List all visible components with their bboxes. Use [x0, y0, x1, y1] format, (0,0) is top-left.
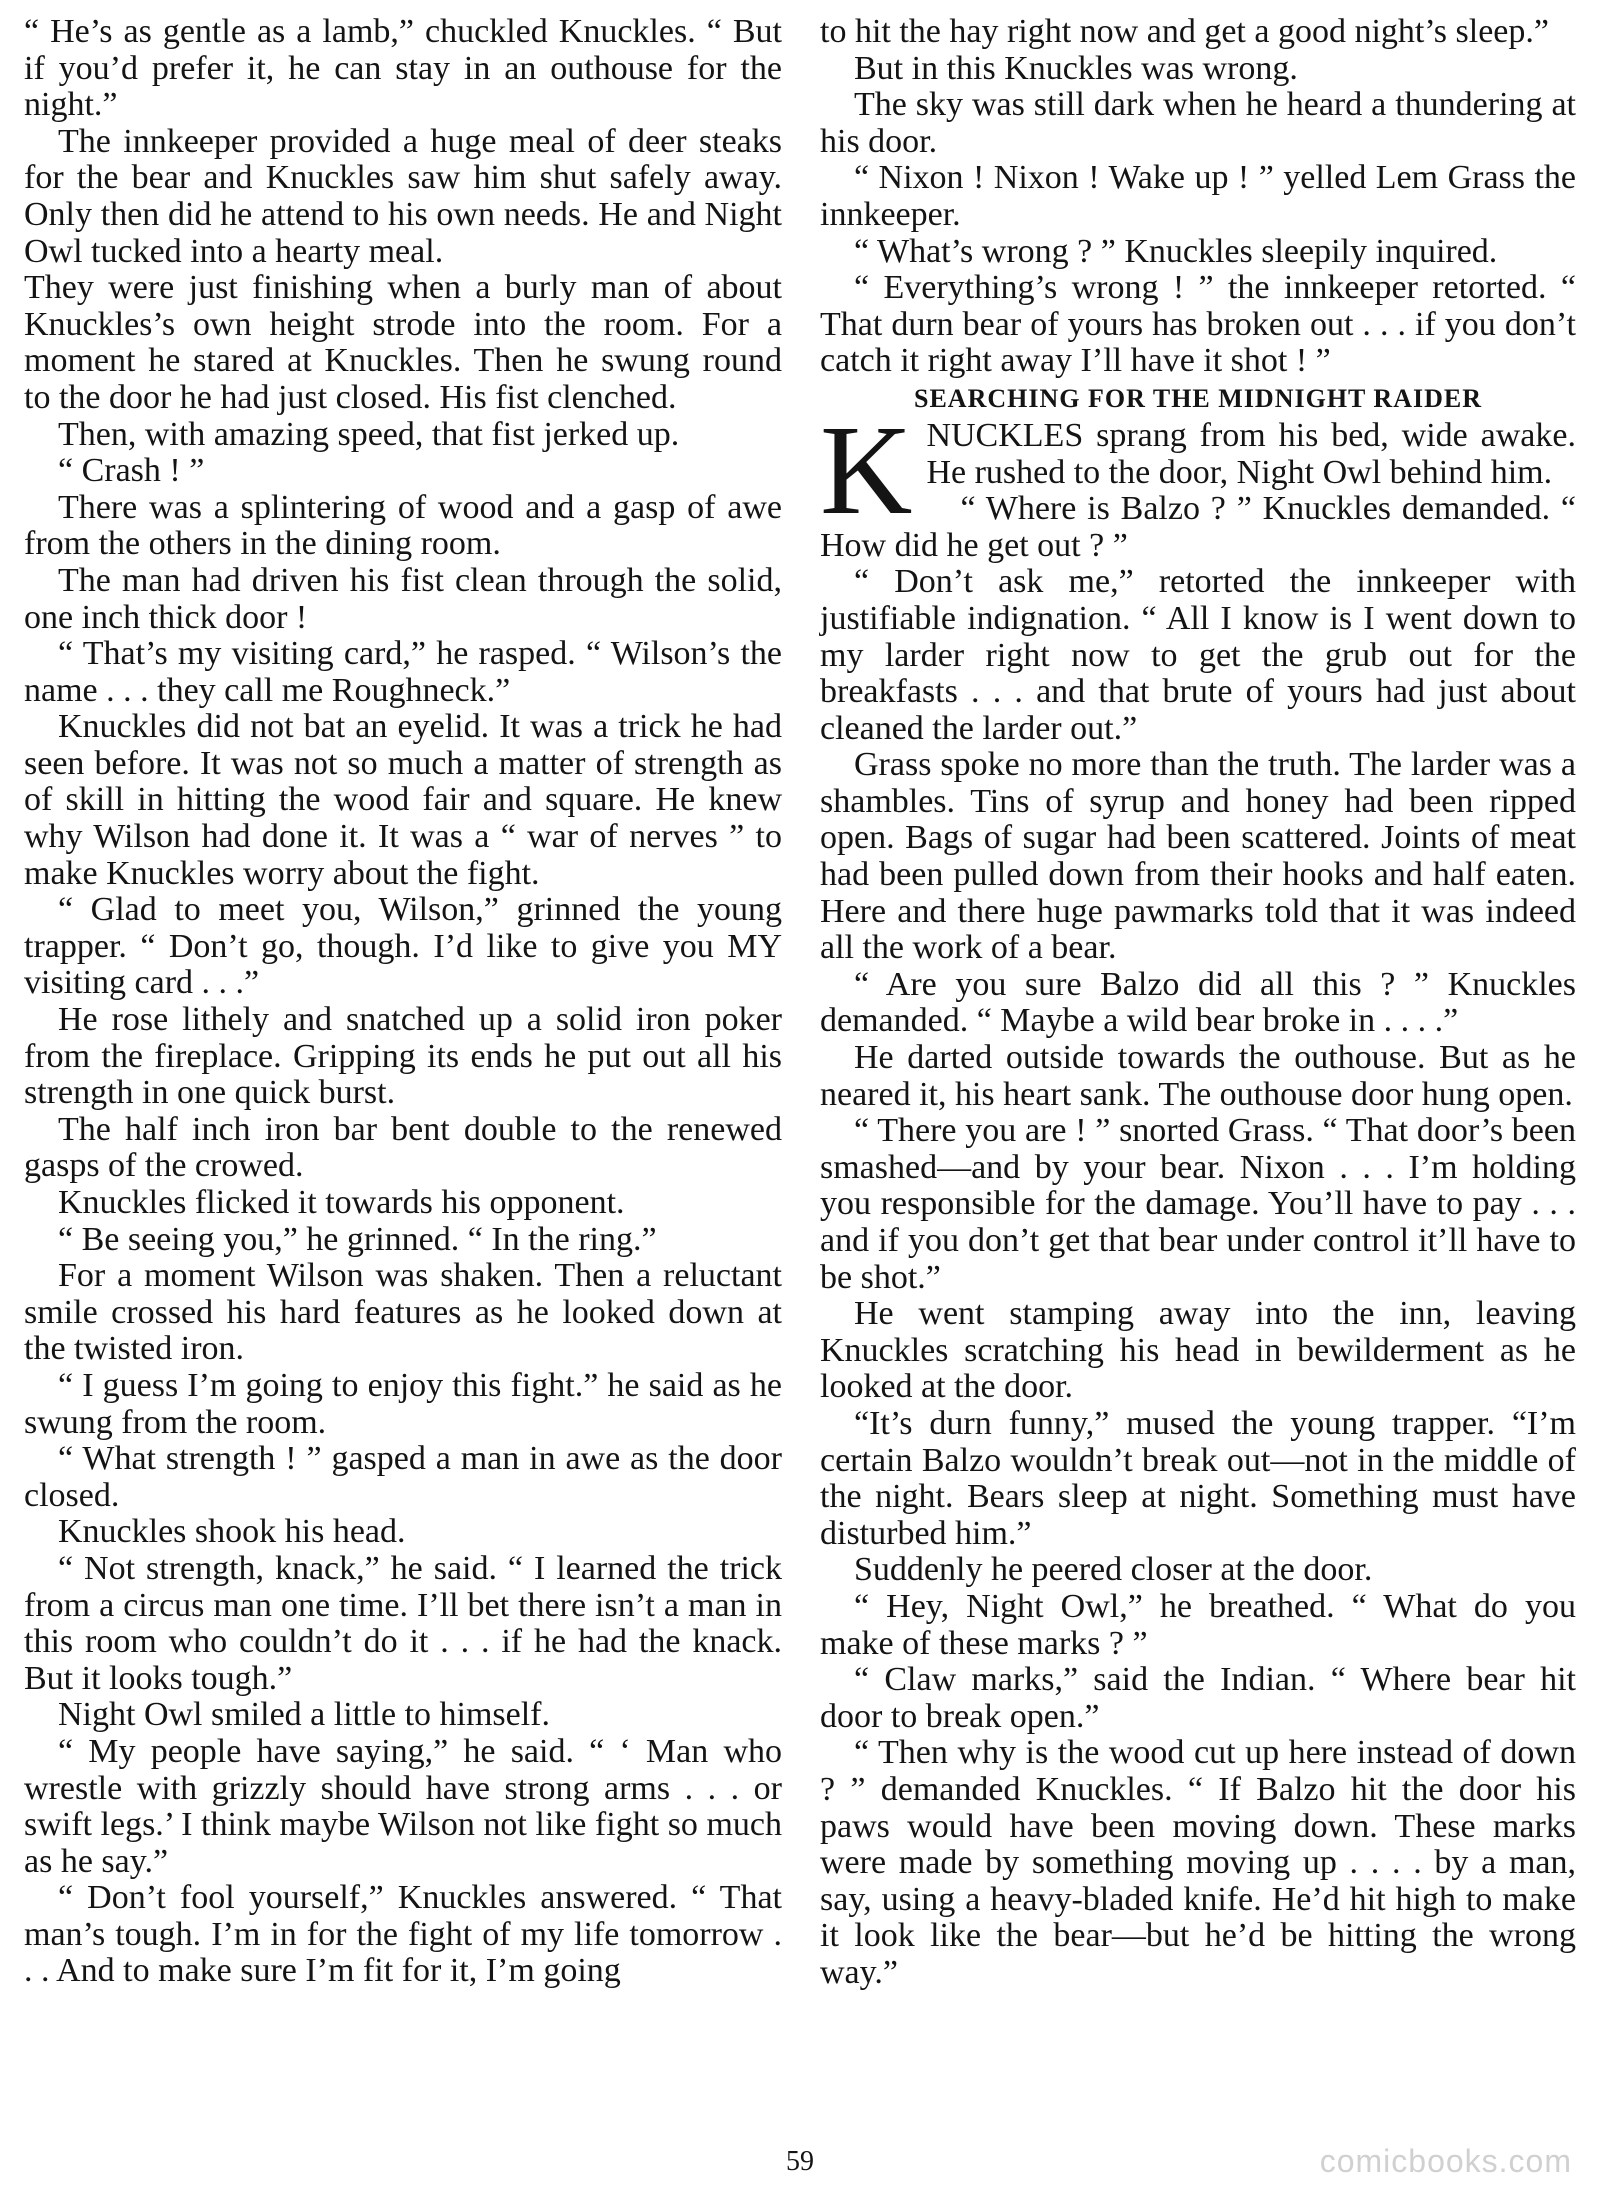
paragraph: “ Don’t ask me,” retorted the innkeeper with justifiable indignation. “ All I know is I went down to my larder right now to get the grub out for the breakfasts . . . and that brute of yours had just about cleaned the larder out.”: [820, 563, 1576, 747]
paragraph: But in this Knuckles was wrong.: [854, 49, 1298, 87]
paragraph: “ Hey, Night Owl,” he breathed. “ What do you make of these marks ? ”: [820, 1587, 1576, 1662]
paragraph: “ Everything’s wrong ! ” the innkeeper retorted. “ That durn bear of yours has broken out . . . if you don’t catch it right away I’ll have it shot ! ”: [820, 269, 1576, 380]
paragraph: “ Nixon ! Nixon ! Wake up ! ” yelled Lem Grass the innkeeper.: [820, 159, 1576, 233]
paragraph: “ There you are ! ” snorted Grass. “ That door’s been smashed—and by your bear. Nixon . . . I’m holding you responsible for the damage. You’ll have to pay . . . and if you don’t get that bear under control it’ll have to be shot.”: [820, 1112, 1576, 1296]
paragraph: “ My people have saying,” he said. “ ‘ Man who wrestle with grizzly should have strong arms . . . or swift legs.’ I think maybe Wilson not like fight so much as he say.”: [24, 1732, 782, 1880]
paragraph: “ Then why is the wood cut up here instead of down ? ” demanded Knuckles. “ If Balzo hit the door his paws would have been moving down. These marks were made by something moving up . . . . by a man, say, using a heavy-bladed knife. He’d hit high to make it look like the bear—but he’d be hitting the wrong way.”: [820, 1734, 1576, 1991]
paragraph: Then, with amazing speed, that fist jerked up.: [58, 415, 680, 453]
paragraph: Knuckles did not bat an eyelid. It was a trick he had seen before. It was not so much a matter of strength as of skill in hitting the wood fair and square. He knew why Wilson had done it. It was a “ war of nerves ” to make Knuckles worry about the fight.: [24, 708, 782, 892]
paragraph: He rose lithely and snatched up a solid iron poker from the fireplace. Gripping its ends he put out all his strength in one quick burst.: [24, 1001, 782, 1112]
paragraph: He went stamping away into the inn, leaving Knuckles scratching his head in bewilderment as he looked at the door.: [820, 1295, 1576, 1406]
paragraph: “ I guess I’m going to enjoy this fight.” he said as he swung from the room.: [24, 1366, 782, 1441]
paragraph: “ Not strength, knack,” he said. “ I learned the trick from a circus man one time. I’ll bet there isn’t a man in this room who couldn’t do it . . . if he had the knack. But it looks tough.”: [24, 1549, 782, 1697]
paragraph: For a moment Wilson was shaken. Then a reluctant smile crossed his hard features as he looked down at the twisted iron.: [24, 1257, 782, 1368]
paragraph: “ Be seeing you,” he grinned. “ In the ring.”: [58, 1220, 657, 1258]
dropcap-paragraph-text: NUCKLES sprang from his bed, wide awake. He rushed to the door, Night Owl behind him.: [926, 416, 1576, 491]
paragraph: Grass spoke no more than the truth. The larder was a shambles. Tins of syrup and honey had been ripped open. Bags of sugar had been scattered. Joints of meat had been pulled down from their hooks and half eaten. Here and there huge pawmarks told that it was indeed all the work of a bear.: [820, 746, 1576, 967]
paragraph: “It’s durn funny,” mused the young trapper. “I’m certain Balzo wouldn’t break out—not in the middle of the night. Bears sleep at night. Something must have disturbed him.”: [820, 1404, 1576, 1552]
paragraph: Knuckles shook his head.: [58, 1513, 406, 1551]
paragraph: The man had driven his fist clean through the solid, one inch thick door !: [24, 561, 782, 636]
paragraph: Knuckles flicked it towards his opponent.: [58, 1184, 625, 1221]
paragraph: The half inch iron bar bent double to the renewed gasps of the crowed.: [24, 1110, 782, 1185]
paragraph: “ What’s wrong ? ” Knuckles sleepily inquired.: [854, 232, 1498, 270]
paragraph: “ He’s as gentle as a lamb,” chuckled Knuckles. “ But if you’d prefer it, he can stay in an outhouse for the night.”: [24, 13, 782, 124]
paragraph: “ Are you sure Balzo did all this ? ” Knuckles demanded. “ Maybe a wild bear broke in . . . .”: [820, 965, 1576, 1040]
left-text-column: [24, 14, 782, 1990]
paragraph: “ Glad to meet you, Wilson,” grinned the young trapper. “ Don’t go, though. I’d like to give you MY visiting card . . .”: [24, 891, 782, 1002]
paragraph: They were just finishing when a burly man of about Knuckles’s own height strode into the room. For a moment he stared at Knuckles. Then he swung round to the door he had just closed. His fist clenched.: [24, 269, 782, 416]
paragraph: Night Owl smiled a little to himself.: [58, 1696, 551, 1734]
paragraph: to hit the hay right now and get a good night’s sleep.”: [820, 13, 1549, 50]
page-number: 59: [786, 2146, 814, 2177]
paragraph: “ Where is Balzo ? ” Knuckles demanded. “ How did he get out ? ”: [820, 490, 1576, 564]
paragraph: The sky was still dark when he heard a thundering at his door.: [820, 86, 1576, 160]
paragraph: He darted outside towards the outhouse. But as he neared it, his heart sank. The outhouse door hung open.: [820, 1039, 1576, 1113]
paragraph: “ Don’t fool yourself,” Knuckles answered. “ That man’s tough. I’m in for the fight of my life tomorrow . . . And to make sure I’m fit for it, I’m going: [24, 1879, 782, 1990]
paragraph: There was a splintering of wood and a gasp of awe from the others in the dining room.: [24, 488, 782, 563]
paragraph: Suddenly he peered closer at the door.: [854, 1551, 1373, 1589]
section-heading: SEARCHING FOR THE MIDNIGHT RAIDER: [913, 383, 1482, 413]
watermark: comicbooks.com: [1319, 2143, 1572, 2179]
paragraph: “ That’s my visiting card,” he rasped. “ Wilson’s the name . . . they call me Roughneck.”: [24, 635, 782, 709]
paragraph: “ Claw marks,” said the Indian. “ Where bear hit door to break open.”: [820, 1661, 1576, 1735]
paragraph: “ Crash ! ”: [58, 452, 205, 490]
paragraph: The innkeeper provided a huge meal of deer steaks for the bear and Knuckles saw him shut safely away. Only then did he attend to his own needs. He and Night Owl tucked into a hearty meal.: [24, 122, 782, 270]
right-text-column: [820, 14, 1576, 1991]
paragraph: “ What strength ! ” gasped a man in awe as the door closed.: [24, 1440, 782, 1514]
dropcap-letter: K: [820, 398, 913, 541]
